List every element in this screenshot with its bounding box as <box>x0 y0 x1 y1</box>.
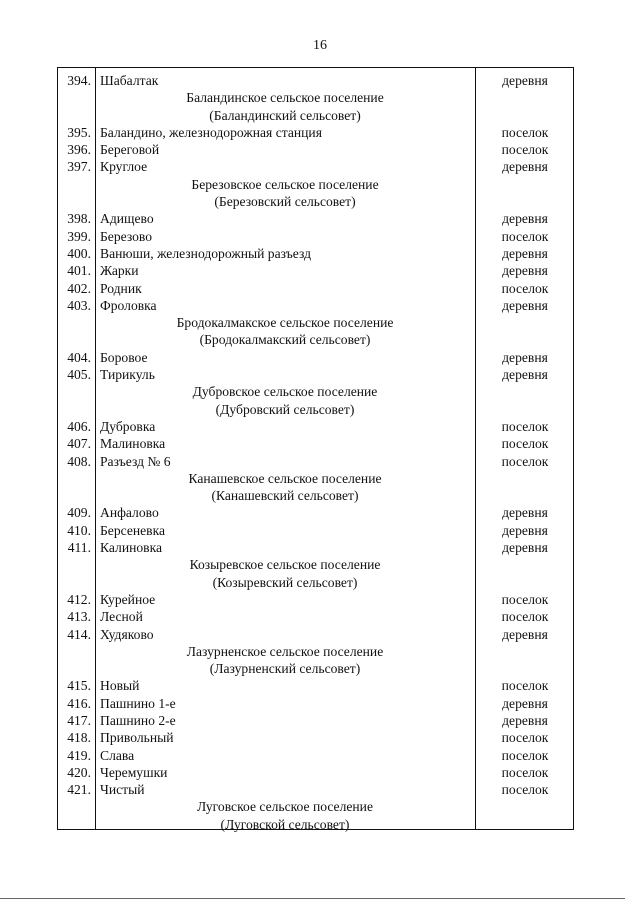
settlement-name: Калиновка <box>100 540 163 556</box>
table-row <box>58 712 573 729</box>
settlement-type: поселок <box>501 453 549 469</box>
row-number: 395. <box>67 124 91 140</box>
table-row <box>58 141 573 158</box>
settlement-name: Худяково <box>100 626 154 642</box>
settlement-name: Чистый <box>100 782 145 798</box>
settlement-name: Фроловка <box>100 297 157 313</box>
settlement-name: Лесной <box>100 609 143 625</box>
section-header-text: (Лазурненский сельсовет) <box>209 661 361 677</box>
table-row <box>58 262 573 279</box>
section-header-row <box>58 107 573 124</box>
section-header-text: (Луговской сельсовет) <box>220 816 350 832</box>
row-number: 394. <box>67 73 91 88</box>
section-header-row <box>58 816 573 833</box>
section-header-text: Баландинское сельское поселение <box>186 90 384 106</box>
row-number: 397. <box>67 159 91 175</box>
settlement-type: поселок <box>501 782 549 798</box>
section-header-text: Луговское сельское поселение <box>197 799 373 815</box>
settlement-type: деревня <box>502 367 548 383</box>
settlement-type: деревня <box>502 712 548 728</box>
row-number: 415. <box>67 678 91 694</box>
row-number: 399. <box>67 228 91 244</box>
table-body <box>58 72 573 833</box>
row-number: 414. <box>67 626 91 642</box>
settlement-name: Слава <box>100 747 135 763</box>
table-row <box>58 158 573 175</box>
table-row <box>58 297 573 314</box>
row-number: 412. <box>67 591 91 607</box>
row-number: 419. <box>67 747 91 763</box>
section-header-text: Канашевское сельское поселение <box>188 470 382 486</box>
settlement-name: Анфалово <box>100 505 159 521</box>
section-header-text: Березовское сельское поселение <box>191 176 379 192</box>
settlement-name: Адищево <box>100 211 154 227</box>
section-header-row <box>58 487 573 504</box>
settlement-type: поселок <box>501 591 549 607</box>
table-row <box>58 418 573 435</box>
settlement-name: Жарки <box>100 263 139 279</box>
row-number: 404. <box>67 349 91 365</box>
settlement-name: Боровое <box>100 349 148 365</box>
section-header-text: (Бродокалмакский сельсовет) <box>199 332 371 348</box>
row-number: 413. <box>67 609 91 625</box>
settlement-name: Малиновка <box>100 436 166 452</box>
table-row <box>58 729 573 746</box>
table-row <box>58 453 573 470</box>
settlements-table <box>57 67 574 830</box>
settlement-type: поселок <box>501 436 549 452</box>
settlement-type: деревня <box>502 522 548 538</box>
section-header-text: (Козыревский сельсовет) <box>212 574 358 590</box>
section-header-row <box>58 556 573 573</box>
section-header-row <box>58 314 573 331</box>
section-header-text: Козыревское сельское поселение <box>189 557 381 573</box>
section-header-text: Лазурненское сельское поселение <box>186 643 384 659</box>
section-header-text: Бродокалмакское сельское поселение <box>176 315 394 331</box>
settlement-name: Шабалтак <box>100 73 159 88</box>
settlement-type: деревня <box>502 349 548 365</box>
row-number: 398. <box>67 211 91 227</box>
row-number: 417. <box>67 712 91 728</box>
row-number: 403. <box>67 297 91 313</box>
row-number: 401. <box>67 263 91 279</box>
section-header-row <box>58 383 573 400</box>
settlement-name: Березово <box>100 228 153 244</box>
settlement-name: Ванюши, железнодорожный разъезд <box>100 245 312 261</box>
table-row <box>58 695 573 712</box>
section-header-row <box>58 574 573 591</box>
table-row <box>58 228 573 245</box>
table-row <box>58 280 573 297</box>
row-number: 396. <box>67 142 91 158</box>
row-number: 416. <box>67 695 91 711</box>
section-header-text: (Березовский сельсовет) <box>214 194 356 210</box>
settlement-type: деревня <box>502 211 548 227</box>
table-row <box>58 781 573 798</box>
section-header-text: (Канашевский сельсовет) <box>211 488 359 504</box>
section-header-row <box>58 176 573 193</box>
settlement-type: поселок <box>501 678 549 694</box>
page-number: 16 <box>313 38 327 53</box>
row-number: 420. <box>67 764 91 780</box>
settlement-name: Дубровка <box>100 418 156 434</box>
table-row <box>58 504 573 521</box>
settlement-name: Тирикуль <box>100 367 155 383</box>
table-row <box>58 522 573 539</box>
table-row <box>58 677 573 694</box>
settlement-name: Пашнино 2-е <box>100 712 176 728</box>
settlement-type: деревня <box>502 505 548 521</box>
section-header-row <box>58 89 573 106</box>
settlement-type: деревня <box>502 263 548 279</box>
settlement-type: поселок <box>501 142 549 158</box>
settlement-name: Курейное <box>100 591 156 607</box>
table-row <box>58 747 573 764</box>
section-header-row <box>58 643 573 660</box>
table-row <box>58 591 573 608</box>
footer-rule <box>0 898 625 899</box>
table-row <box>58 539 573 556</box>
row-number: 400. <box>67 245 91 261</box>
settlement-type: деревня <box>502 245 548 261</box>
settlement-type: деревня <box>502 159 548 175</box>
section-header-row <box>58 470 573 487</box>
table-row <box>58 366 573 383</box>
table-row <box>58 210 573 227</box>
settlement-type: поселок <box>501 418 549 434</box>
settlement-name: Баландино, железнодорожная станция <box>100 124 322 140</box>
settlement-type: поселок <box>501 124 549 140</box>
settlement-name: Привольный <box>100 730 174 746</box>
settlement-name: Разъезд № 6 <box>100 453 171 469</box>
table-row <box>58 245 573 262</box>
section-header-row <box>58 798 573 815</box>
row-number: 411. <box>67 540 91 556</box>
row-number: 409. <box>67 505 91 521</box>
settlement-name: Круглое <box>100 159 148 175</box>
section-header-row <box>58 331 573 348</box>
row-number: 421. <box>67 782 91 798</box>
section-header-row <box>58 401 573 418</box>
section-header-text: Дубровское сельское поселение <box>192 384 378 400</box>
row-number: 410. <box>67 522 91 538</box>
settlement-name: Берсеневка <box>100 522 166 538</box>
table-row <box>58 435 573 452</box>
row-number: 406. <box>67 418 91 434</box>
section-header-text: (Баландинский сельсовет) <box>209 107 361 123</box>
settlement-type: поселок <box>501 609 549 625</box>
settlement-type: деревня <box>502 73 548 88</box>
settlement-type: поселок <box>501 730 549 746</box>
settlement-name: Пашнино 1-е <box>100 695 176 711</box>
section-header-row <box>58 660 573 677</box>
table-row <box>58 626 573 643</box>
settlement-name: Черемушки <box>100 764 168 780</box>
row-number: 418. <box>67 730 91 746</box>
settlement-name: Родник <box>100 280 142 296</box>
settlement-type: деревня <box>502 695 548 711</box>
settlement-type: деревня <box>502 297 548 313</box>
row-number: 405. <box>67 367 91 383</box>
table-row <box>58 764 573 781</box>
row-number: 407. <box>67 436 91 452</box>
section-header-text: (Дубровский сельсовет) <box>215 401 355 417</box>
table-row <box>58 72 573 89</box>
settlement-type: поселок <box>501 764 549 780</box>
table-row <box>58 349 573 366</box>
table-row <box>58 124 573 141</box>
settlement-type: поселок <box>501 280 549 296</box>
section-header-row <box>58 193 573 210</box>
row-number: 408. <box>67 453 91 469</box>
table-row <box>58 608 573 625</box>
row-number: 402. <box>67 280 91 296</box>
settlement-type: поселок <box>501 228 549 244</box>
settlement-type: деревня <box>502 626 548 642</box>
settlement-type: деревня <box>502 540 548 556</box>
settlement-name: Береговой <box>100 142 160 158</box>
settlement-name: Новый <box>100 678 140 694</box>
settlement-type: поселок <box>501 747 549 763</box>
